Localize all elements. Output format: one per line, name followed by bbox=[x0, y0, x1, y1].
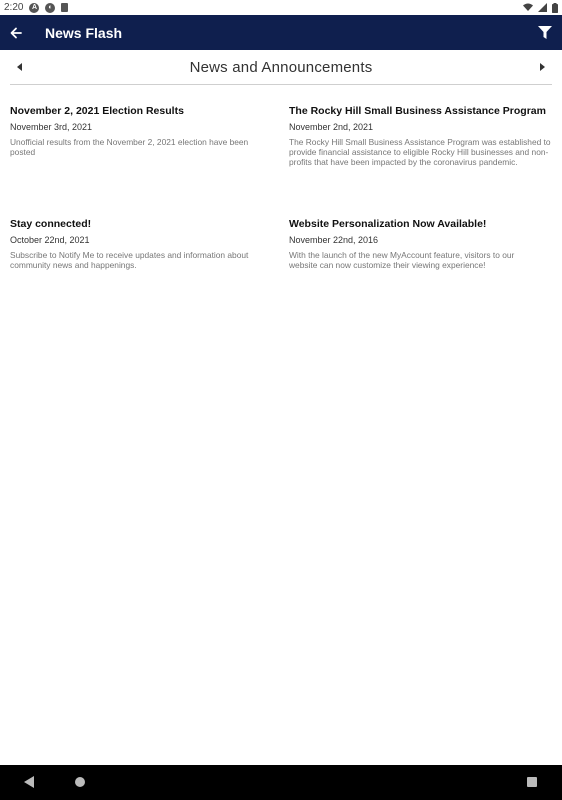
arrow-left-icon bbox=[10, 27, 22, 39]
filter-icon bbox=[538, 26, 552, 39]
nav-back-icon[interactable] bbox=[24, 776, 34, 788]
category-selector bbox=[10, 50, 552, 85]
news-date: November 2nd, 2021 bbox=[289, 122, 374, 132]
system-nav-bar bbox=[0, 765, 562, 800]
sim-icon bbox=[61, 3, 68, 12]
news-item[interactable] bbox=[289, 218, 539, 270]
wifi-icon bbox=[523, 3, 533, 12]
news-summary: Subscribe to Notify Me to receive updates and information about community news and happenings. bbox=[10, 250, 249, 271]
category-next-button[interactable] bbox=[532, 50, 552, 85]
nav-recents-icon[interactable] bbox=[527, 777, 537, 787]
news-date: November 3rd, 2021 bbox=[10, 122, 93, 132]
status-bar bbox=[0, 0, 562, 15]
news-summary: The Rocky Hill Small Business Assistance Program was established to provide financial assistance to eligible Rocky Hill businesses and non-profits that have been impacted by the coronavirus pandemic. bbox=[289, 137, 551, 168]
battery-icon bbox=[552, 3, 558, 13]
status-time: 2:20 bbox=[4, 2, 24, 13]
a-icon: A bbox=[29, 3, 39, 13]
caret-left-icon bbox=[17, 63, 23, 71]
app-bar bbox=[0, 15, 562, 50]
news-summary: With the launch of the new MyAccount feature, visitors to our website can now customize their viewing experience! bbox=[289, 250, 515, 271]
nav-home-icon[interactable] bbox=[75, 777, 85, 787]
category-prev-button[interactable] bbox=[10, 50, 30, 85]
caret-right-icon bbox=[539, 63, 545, 71]
news-title[interactable]: Website Personalization Now Available! bbox=[289, 218, 487, 230]
signal-icon bbox=[538, 3, 547, 12]
sync-icon: ◐ bbox=[45, 3, 55, 13]
news-date: November 22nd, 2016 bbox=[289, 235, 379, 245]
back-button[interactable] bbox=[0, 15, 32, 50]
news-item[interactable] bbox=[10, 105, 265, 157]
news-title[interactable]: The Rocky Hill Small Business Assistance Program bbox=[289, 105, 546, 117]
news-date: October 22nd, 2021 bbox=[10, 235, 90, 245]
filter-button[interactable] bbox=[528, 15, 562, 50]
news-title[interactable]: Stay connected! bbox=[10, 218, 92, 230]
category-title: News and Announcements bbox=[189, 58, 373, 76]
news-title[interactable]: November 2, 2021 Election Results bbox=[10, 105, 184, 117]
news-summary: Unofficial results from the November 2, 2021 election have been posted bbox=[10, 137, 249, 158]
page-title: News Flash bbox=[45, 24, 123, 41]
news-item[interactable] bbox=[289, 105, 551, 168]
news-item[interactable] bbox=[10, 218, 265, 270]
